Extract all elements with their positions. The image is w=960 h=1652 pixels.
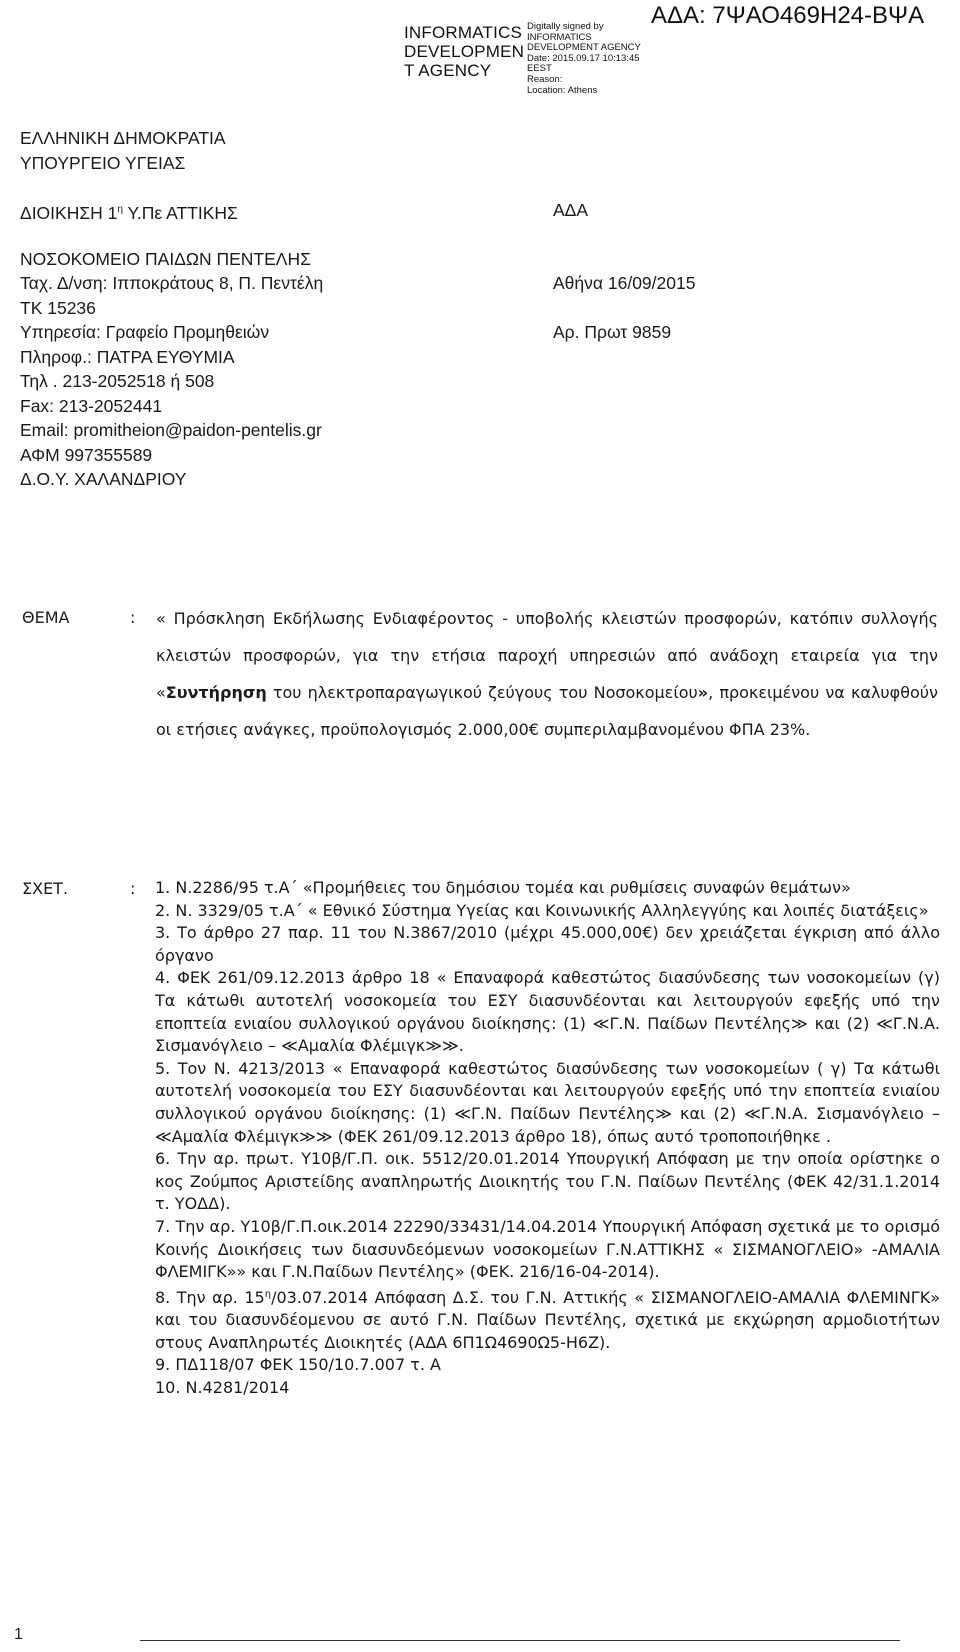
reference-item: 6. Την αρ. πρωτ. Υ10β/Γ.Π. οικ. 5512/20.01.2014 Υπουργική Απόφαση με την οποία ορίστηκε ο κος Ζούμπος Αριστείδης αναπληρωτής Διοικητής του Γ.Ν. Παίδων Πεντέλης (ΦΕΚ 42/31.1.2014 τ. ΥΟΔΔ). <box>155 1149 940 1214</box>
signature-detail-line: Location: Athens <box>527 84 598 96</box>
subject-part-1: « Πρόσκληση Εκδήλωσης Ενδιαφέροντος - υποβολής κλειστών προσφορών, κατόπιν συλλογής κλειστών προσφορών, για την ετήσια παροχή υπηρεσιών από ανάδοχη εταιρεία για την « <box>156 609 938 702</box>
signature-details <box>527 22 641 96</box>
postal-code: ΤΚ 15236 <box>20 298 96 318</box>
reference-item: 5. Τον Ν. 4213/2013 « Επαναφορά καθεστώτος διασύνδεσης των νοσοκομείων ( γ) Τα κάτωθι αυτοτελή νοσοκομεία του ΕΣΥ διασυνδέονται και λειτουργούν εφεξής υπό την εποπτεία ενιαίου συλλογικού οργάνου διοίκησης: (1) ≪Γ.Ν. Παίδων Πεντέλης≫ και (2) ≪Γ.Ν.Α. Σισμανόγλειο – ≪Αμαλία Φλέμιγκ≫≫ (ΦΕΚ 261/09.12.2013 άρθρο 18), όπως αυτό τροποποιήθηκε . <box>155 1058 940 1146</box>
signature-detail-line: INFORMATICS <box>527 31 592 43</box>
reference-item: 10. Ν.4281/2014 <box>155 1378 290 1398</box>
republic-name: ΕΛΛΗΝΙΚΗ ΔΗΜΟΚΡΑΤΙΑ <box>20 128 226 148</box>
tax-office: Δ.Ο.Υ. ΧΑΛΑΝΔΡΙΟΥ <box>20 469 187 489</box>
administration-pre: ΔΙΟΙΚΗΣΗ 1 <box>20 203 118 223</box>
subject-bold-term: Συντήρηση <box>165 683 267 702</box>
administration-post: Υ.Πε ΑΤΤΙΚΗΣ <box>122 203 238 223</box>
postal-address: Ταχ. Δ/νση: Ιπποκράτους 8, Π. Πεντέλη <box>20 273 324 293</box>
reference-8-sup: η <box>264 1288 272 1300</box>
signature-detail-line: Reason: <box>527 73 563 85</box>
protocol-number: Αρ. Πρωτ 9859 <box>553 322 672 342</box>
fax-number: Fax: 213-2052441 <box>20 396 163 416</box>
subject-part-3: , προκειμένου να καλυφθούν οι ετήσιες ανάγκες, προϋπολογισμός 2.000,00€ συμπεριλαμβανομένου ΦΠΑ 23%. <box>156 683 938 739</box>
signature-org-line: DEVELOPMEN <box>404 42 525 61</box>
hospital-name: ΝΟΣΟΚΟΜΕΙΟ ΠΑΙΔΩΝ ΠΕΝΤΕΛΗΣ <box>20 249 311 269</box>
tax-id: ΑΦΜ 997355589 <box>20 445 153 465</box>
ada-code: ΑΔΑ: 7ΨΑΟ469Η24-ΒΨΑ <box>651 2 925 29</box>
reference-8-post: /03.07.2014 Απόφαση Δ.Σ. του Γ.Ν. Αττικής « ΣΙΣΜΑΝΟΓΛΕΙΟ-ΑΜΑΛΙΑ ΦΛΕΜΙΝΓΚ» και του διασυνδέομενου σε αυτό Γ.Ν. Παίδων Πεντέλης, σχετικά με εκχώρηση αρμοδιοτήτων στους Αναπληρωτές Διοικητές (ΑΔΑ 6Π1Ω4690Ω5-Η6Ζ). <box>155 1287 941 1352</box>
phone-number: Τηλ . 213-2052518 ή 508 <box>20 371 215 391</box>
references-list <box>155 877 940 1400</box>
subject-label: ΘΕΜΑ <box>22 608 70 627</box>
subject-text <box>156 600 938 748</box>
subject-paragraph <box>156 600 938 748</box>
signature-detail-line: EEST <box>527 63 552 75</box>
subject-part-2: του ηλεκτροπαραγωγικού ζεύγους του Νοσοκομείου <box>266 683 698 702</box>
signature-detail-line: Date: 2015.09.17 10:13:45 <box>527 52 640 64</box>
bottom-rule <box>140 1640 900 1641</box>
signature-organization <box>404 23 524 80</box>
service-name: Υπηρεσία: Γραφείο Προμηθειών <box>20 322 270 342</box>
signature-detail-line: DEVELOPMENT AGENCY <box>527 42 641 54</box>
subject-colon: : <box>130 608 136 627</box>
reference-8-pre: 8. Την αρ. 15 <box>155 1287 265 1307</box>
email-address: Email: promitheion@paidon-pentelis.gr <box>20 420 322 440</box>
document-date: Αθήνα 16/09/2015 <box>553 273 696 293</box>
reference-item: 4. ΦΕΚ 261/09.12.2013 άρθρο 18 « Επαναφορά καθεστώτος διασύνδεσης των νοσοκομείων (γ) Τα κάτωθι αυτοτελή νοσοκομεία του ΕΣΥ διασυνδέονται και λειτουργούν εφεξής υπό την εποπτεία ενιαίου συλλογικού οργάνου διοίκησης: (1) ≪Γ.Ν. Παίδων Πεντέλης≫ και (2) ≪Γ.Ν.Α. Σισμανόγλειο – ≪Αμαλία Φλέμιγκ≫≫. <box>155 968 940 1056</box>
reference-item: 1. Ν.2286/95 τ.Α΄ «Προμήθειες του δημόσιου τομέα και ρυθμίσεις συναφών θεμάτων» <box>155 878 851 897</box>
reference-item: 3. Το άρθρο 27 παρ. 11 του Ν.3867/2010 (μέχρι 45.000,00€) δεν χρειάζεται έγκριση από άλλο όργανο <box>155 923 940 965</box>
signature-org-line: T AGENCY <box>404 61 492 80</box>
contact-person: Πληροφ.: ΠΑΤΡΑ ΕΥΘΥΜΙΑ <box>20 347 235 367</box>
ada-label: ΑΔΑ <box>553 200 589 220</box>
subject-bold-quote: » <box>697 683 709 702</box>
reference-item: 9. ΠΔ118/07 ΦΕΚ 150/10.7.007 τ. Α <box>155 1355 441 1375</box>
signature-detail-line: Digitally signed by <box>527 21 604 32</box>
signature-org-line: INFORMATICS <box>404 23 523 42</box>
references-label: ΣΧΕΤ. <box>22 879 69 898</box>
page-number: 1 <box>14 1626 23 1643</box>
reference-item <box>155 1284 940 1355</box>
administration-name <box>20 198 238 225</box>
references-colon: : <box>130 879 136 898</box>
ministry-name: ΥΠΟΥΡΓΕΙΟ ΥΓΕΙΑΣ <box>20 153 186 173</box>
reference-item: 2. Ν. 3329/05 τ.Α΄ « Εθνικό Σύστημα Υγείας και Κοινωνικής Αλληλεγγύης και λοιπές διατάξεις» <box>155 900 929 920</box>
administration-sup: η <box>117 204 123 215</box>
reference-item: 7. Την αρ. Υ10β/Γ.Π.οικ.2014 22290/33431/14.04.2014 Υπουργική Απόφαση σχετικά με το ορισμό Κοινής Διοικήσεις των διασυνδεόμενων νοσοκομείων Γ.Ν.ΑΤΤΙΚΗΣ « ΣΙΣΜΑΝΟΓΛΕΙΟ» -ΑΜΑΛΙΑ ΦΛΕΜΙΓΚ»» και Γ.Ν.Παίδων Πεντέλης» (ΦΕΚ. 216/16-04-2014). <box>155 1216 940 1282</box>
